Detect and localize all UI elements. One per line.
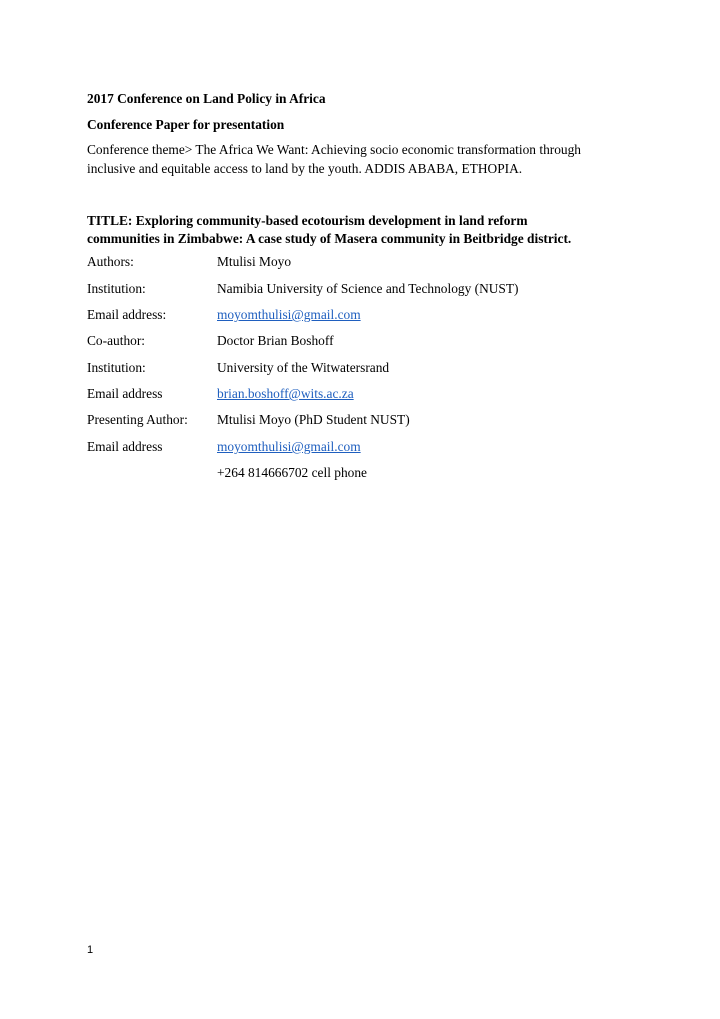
presenting-email-label: Email address [87,439,163,454]
authors-label: Authors: [87,254,134,269]
paper-title-line-1: TITLE: Exploring community-based ecotourism development in land reform [87,213,528,228]
coauthor-email-label: Email address [87,386,163,401]
coauthor-email-link[interactable]: brian.boshoff@wits.ac.za [217,386,354,401]
phone-value: +264 814666702 cell phone [217,465,367,480]
paper-type: Conference Paper for presentation [87,117,285,132]
institution-value: Namibia University of Science and Technology (NUST) [217,281,519,296]
conference-title: 2017 Conference on Land Policy in Africa [87,91,326,106]
coauthor-label: Co-author: [87,333,146,348]
page-number: 1 [87,944,94,956]
authors-value: Mtulisi Moyo [217,254,292,269]
coauthor-institution-value: University of the Witwatersrand [217,360,390,375]
presenting-author-label: Presenting Author: [87,412,188,427]
coauthor-institution-label: Institution: [87,360,146,375]
presenting-email-link[interactable]: moyomthulisi@gmail.com [217,439,361,454]
email-label: Email address: [87,307,167,322]
theme-line-1: Conference theme> The Africa We Want: Achieving socio economic transformation through [87,142,582,157]
email-link[interactable]: moyomthulisi@gmail.com [217,307,361,322]
paper-title-line-2: communities in Zimbabwe: A case study of Masera community in Beitbridge district. [87,231,572,246]
coauthor-value: Doctor Brian Boshoff [217,333,334,348]
institution-label: Institution: [87,281,146,296]
theme-line-2: inclusive and equitable access to land by the youth. ADDIS ABABA, ETHOPIA. [87,161,523,176]
presenting-author-value: Mtulisi Moyo (PhD Student NUST) [217,412,410,427]
